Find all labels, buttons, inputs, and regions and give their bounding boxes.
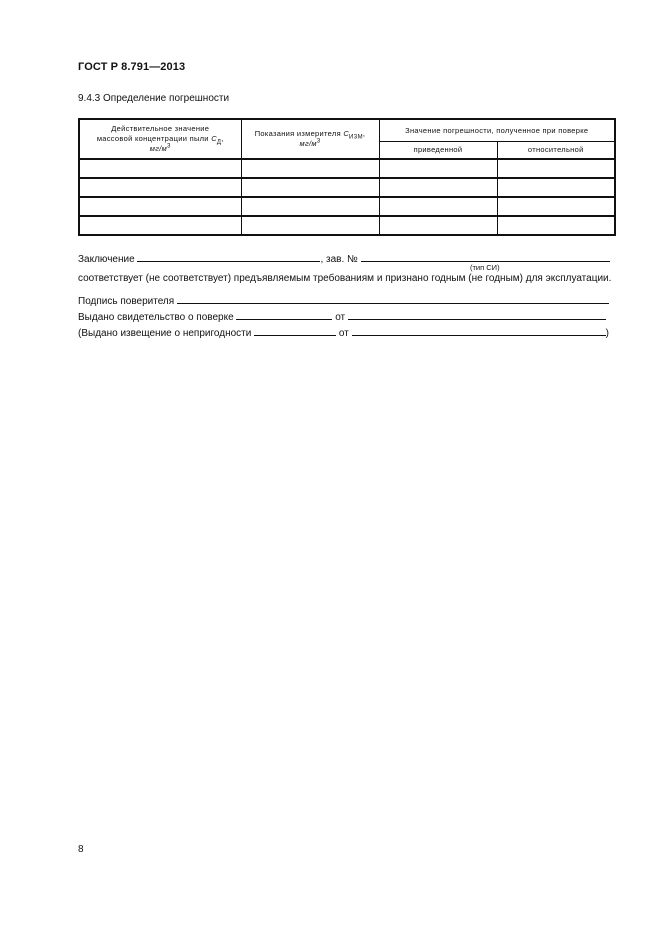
certificate-date-blank[interactable] (348, 308, 606, 320)
notice-line (78, 324, 609, 340)
table-cell[interactable] (497, 197, 615, 216)
error-table (78, 118, 616, 236)
col-header-error-group: Значение погрешности, полученное при поверке (379, 119, 615, 142)
table-cell[interactable] (497, 216, 615, 235)
col-header-actual: Действительное значение массовой концентрации пыли $C_Д$, $мг/м^3$ (79, 119, 241, 159)
table-cell[interactable] (241, 178, 379, 197)
page-number: 8 (78, 844, 84, 855)
serial-label: , зав. № (320, 254, 358, 265)
date-label: от (335, 312, 346, 323)
notice-label: (Выдано извещение о непригодности (78, 328, 252, 339)
table-cell[interactable] (379, 216, 497, 235)
conclusion-label: Заключение (78, 254, 135, 265)
certificate-label: Выдано свидетельство о поверке (78, 312, 234, 323)
table-cell[interactable] (379, 197, 497, 216)
table-cell[interactable] (241, 197, 379, 216)
table-row (79, 197, 615, 216)
table-cell[interactable] (241, 159, 379, 178)
col-header-reading: Показания измерителя $C_{ИЗМ}$, $мг/м^3$ (241, 119, 379, 159)
statement: соответствует (не соответствует) предъявляемым требованиям и признано годным (не годным) для эксплуатации. (78, 273, 612, 284)
table-cell[interactable] (497, 178, 615, 197)
table-cell[interactable] (79, 178, 241, 197)
table-cell[interactable] (79, 197, 241, 216)
col-header-reduced: приведенной (379, 142, 497, 160)
table-row (79, 216, 615, 235)
notice-number-blank[interactable] (254, 324, 336, 336)
certificate-number-blank[interactable] (236, 308, 332, 320)
table-cell[interactable] (379, 178, 497, 197)
section-title: 9.4.3 Определение погрешности (78, 93, 230, 104)
table-cell[interactable] (79, 216, 241, 235)
notice-date-blank[interactable] (352, 324, 606, 336)
table-cell[interactable] (241, 216, 379, 235)
table-cell[interactable] (497, 159, 615, 178)
table-cell[interactable] (379, 159, 497, 178)
signature-label: Подпись поверителя (78, 296, 175, 307)
type-note: (тип СИ) (470, 263, 500, 272)
document-code: ГОСТ Р 8.791—2013 (78, 61, 186, 73)
table-row (79, 178, 615, 197)
conclusion-line (78, 250, 610, 266)
conclusion-blank[interactable] (137, 250, 320, 262)
table-row (79, 159, 615, 178)
certificate-line (78, 308, 606, 324)
serial-blank[interactable] (361, 250, 610, 262)
col-header-relative: относительной (497, 142, 615, 160)
table-cell[interactable] (79, 159, 241, 178)
date-label: от (338, 328, 349, 339)
signature-line (78, 292, 609, 308)
closing-paren: ) (605, 328, 609, 339)
signature-blank[interactable] (177, 292, 609, 304)
